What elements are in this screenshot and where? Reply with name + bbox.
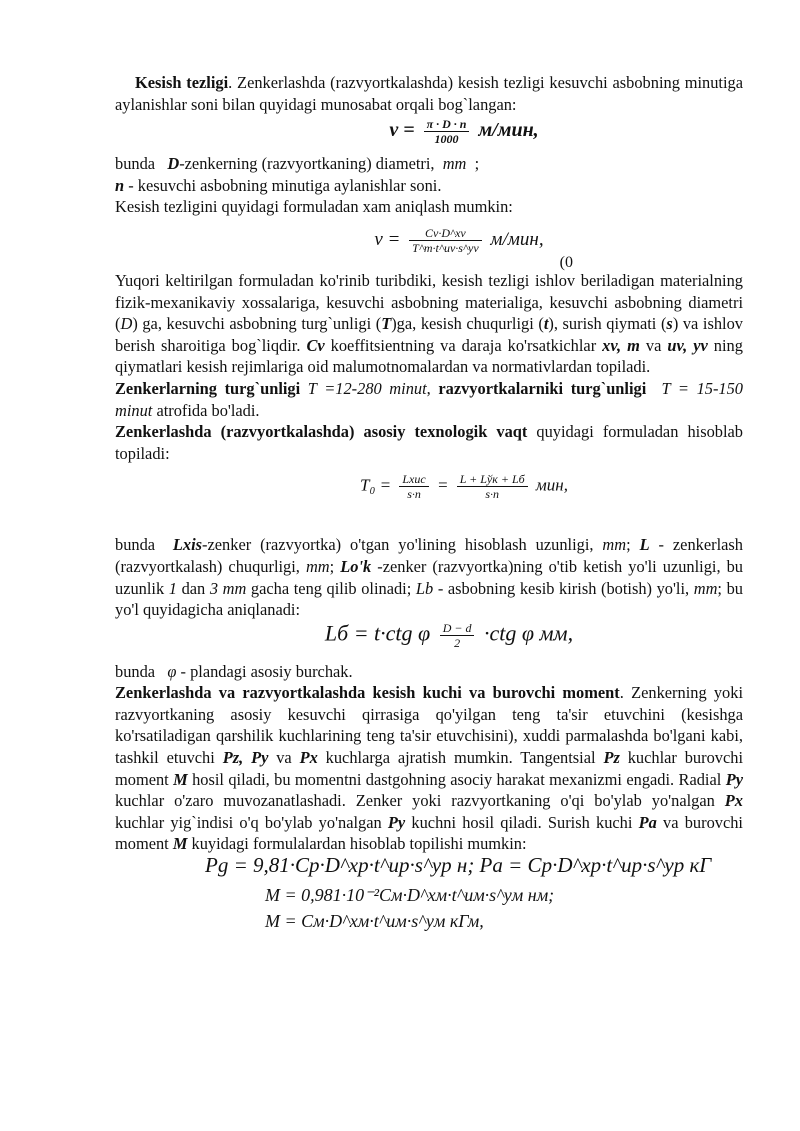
heading-forces: Zenkerlashda va razvyortkalashda kesish kuchi va burovchi moment [115, 683, 620, 703]
italic-fragment: T = 15-150 minut [115, 378, 744, 420]
text-fragment: koeffitsientning va daraja ko'rsatkichlar [324, 335, 597, 355]
bold-fragment: razvyortkalarniki turg`unligi [438, 378, 647, 398]
text-fragment: kuyidagi formulalardan hisoblab topilishi mumkin: [187, 834, 527, 854]
text-fragment: ; [329, 556, 335, 576]
fraction-numerator: π · D · n [424, 117, 470, 132]
text-fragment: kuchlar yig`indisi o'q bo'ylab yo'nalgan [115, 812, 382, 832]
text-fragment: gacha teng qilib olinadi; [246, 578, 412, 598]
text-fragment: dan [176, 578, 206, 598]
text-fragment: ; [626, 535, 631, 555]
symbol-s: s [666, 314, 673, 334]
paragraph-forces [115, 682, 743, 855]
formula-fraction [440, 621, 475, 650]
symbol-xv: xv, [602, 335, 622, 355]
symbol-pa: Pa [638, 812, 657, 832]
text-fragment: va burovchi moment [115, 812, 743, 854]
document-page [115, 72, 743, 937]
text-fragment: -zenker (razvyortka) o'tgan yo'lining hisoblash uzunligi, [202, 535, 594, 555]
symbol-d: D [120, 314, 133, 334]
formula-machining-time [185, 472, 743, 528]
value-one: 1 [168, 578, 177, 598]
text-fragment: quyidagi formuladan hisoblab topiladi: [115, 422, 743, 463]
formula-lhs: v = [389, 119, 415, 142]
unit-mm: mm [693, 578, 718, 598]
symbol-py: Py [725, 769, 743, 789]
symbol-cv: Cv [306, 335, 325, 355]
bold-fragment: Zenkerlashda (razvyortkalashda) asosiy texnologik vaqt [115, 422, 528, 442]
symbol-yv: yv [693, 335, 708, 355]
text-fragment: ; bu yo'l quyidagicha aniqlanadi: [115, 578, 743, 620]
symbol-uv: uv, [667, 335, 688, 355]
text-fragment: Kesish tezligini quyidagi formuladan xam aniqlash mumkin: [115, 197, 513, 217]
formula-moment-nm: M = 0,981·10⁻²Cм·D^xм·t^uм·s^yм нм; [265, 885, 555, 906]
text-fragment: -zenkerning (razvyortkaning) diametri, [179, 154, 435, 174]
text-fragment: kuchni hosil qiladi. Surish kuchi [405, 812, 633, 832]
text-fragment: , [426, 378, 431, 398]
italic-fragment: T =12-280 minut [307, 378, 427, 398]
symbol-px: Px [724, 791, 743, 811]
fraction-numerator: Lxис [399, 472, 428, 487]
text-fragment: . [619, 683, 624, 703]
symbol-py: Py [251, 748, 269, 768]
formula-moment-kgm: M = Cм·D^xм·t^uм·s^yм кГм, [265, 911, 484, 932]
paragraph-cutting-speed [115, 72, 743, 115]
paragraph-dependencies [115, 270, 743, 378]
formula-unit: ·ctg φ мм, [483, 620, 574, 646]
symbol-pz: Pz, [222, 748, 244, 768]
fraction-denominator: 2 [454, 635, 461, 650]
text-fragment: ning qiymatlari kesish rejimlariga oid malumotnomalardan va normativlardan topiladi. [115, 335, 743, 377]
formula-entry-length [155, 621, 743, 655]
symbol-t-big: T [381, 314, 392, 334]
text-fragment: - zenkerlash (razvyortkalash) chuqurligi, [115, 535, 743, 576]
paragraph-lengths [115, 534, 743, 620]
text-fragment: ; [474, 154, 480, 174]
fraction-numerator: D − d [440, 621, 475, 636]
fraction-numerator: L + Lўк + Lб [457, 472, 528, 487]
text-fragment: -zenker (razvyortka)ning o'tib ketish yo'li uzunligi, bu uzunlik [115, 556, 743, 598]
unit-mm: mm [442, 154, 467, 174]
text-fragment: Yuqori keltirilgan formuladan ko'rinib turibdiki, kesish tezligi ishlov beriladigan materialning fizik-mexanikaviy xossalariga, kesuvchi asbobning materialiga, kesuvchi asbobning diametri ( [115, 270, 743, 334]
unit-mm: mm [305, 556, 330, 576]
symbol-l: L [639, 535, 650, 555]
paragraph-n-def [115, 175, 743, 197]
symbol-n: n [115, 175, 125, 195]
symbol-m: m [627, 335, 640, 355]
formula-lhs: v = [374, 228, 401, 250]
symbol-pz: Pz [603, 748, 620, 768]
formula-unit: м/мин, [478, 119, 539, 142]
symbol-px: Px [299, 748, 318, 768]
text-fragment: atrofida bo'ladi. [152, 400, 260, 420]
formula-equals: = [436, 475, 449, 495]
symbol-d: D [167, 154, 180, 174]
value-three-mm: 3 mm [209, 578, 247, 598]
formula-fraction [457, 472, 528, 501]
text-fragment: va [645, 335, 662, 355]
formula-fraction [409, 226, 482, 255]
text-fragment: kuchlar o'zaro muvozanatlashadi. Zenker yoki razvyortkaning o'qi bo'ylab yo'nalgan [115, 791, 715, 811]
formula-speed-basic [185, 117, 743, 147]
symbol-phi: φ [167, 661, 177, 681]
text-fragment: ) ga, kesuvchi asbobning turg`unligi ( [132, 314, 382, 334]
text-fragment: Zenkerning yoki razvyortkaning asosiy kesuvchi qirrasiga qo'yilgan teng ta'sir etuvchini (kesishga ko'rsatiladigan qarshilik kuchlarining teng ta'sir etuvchisini), xuddi parmalashda bo'lgani kabi, tashkil etuvchi [115, 683, 744, 768]
formula-unit: мин, [535, 475, 568, 495]
text-bunda: bunda [115, 661, 156, 681]
formula-lhs: T₀ = [360, 475, 392, 495]
equation-number: (0 [559, 253, 573, 271]
text-bunda: bunda [115, 535, 156, 555]
text-fragment: kuchlarga ajratish mumkin. Tangentsial [317, 748, 596, 768]
symbol-py: Py [387, 812, 406, 832]
text-fragment: va [268, 748, 292, 768]
text-fragment: )ga, kesish chuqurligi ( [391, 314, 544, 334]
symbol-lxis: Lxis [172, 535, 203, 555]
text-fragment: - kesuvchi asbobning minutiga aylanishlar soni. [124, 175, 442, 195]
formula-lhs: Lб = t·ctg φ [324, 620, 431, 646]
heading-cutting-speed: Kesish tezligi [135, 73, 229, 92]
formula-unit: м/мин, [490, 228, 544, 250]
paragraph-alt-formula [115, 196, 743, 218]
formula-forces: Pg = 9,81·Cp·D^xp·t^up·s^yp н; Pa = Cp·D^xp·t^up·s^yp кГ [205, 853, 712, 878]
text-fragment: ) va ishlov berish sharoitiga bog`liqdir. [115, 314, 743, 355]
symbol-m: M [173, 769, 188, 789]
formula-fraction [424, 117, 470, 146]
paragraph-text: . Zenkerlashda (razvyortkalashda) kesish tezligi kesuvchi asbobning minutiga aylanishlar soni bilan quyidagi munosabat orqali bog`langan: [115, 73, 743, 114]
unit-mm: mm [602, 535, 627, 555]
symbol-m: M [172, 834, 188, 854]
paragraph-bunda-d [115, 153, 743, 175]
symbol-lb: Lb [415, 578, 434, 598]
fraction-denominator: s·n [485, 487, 500, 502]
text-fragment: hosil qiladi, bu momentni dastgohning asociy harakat mexanizmi engadi. Radial [187, 769, 726, 789]
paragraph-tool-life [115, 378, 743, 421]
fraction-denominator: 1000 [434, 132, 459, 147]
paragraph-machining-time [115, 421, 743, 464]
formula-speed-empirical [175, 226, 743, 270]
text-bunda: bunda [115, 154, 156, 174]
symbol-lok: Lo'k [340, 556, 372, 576]
fraction-denominator: T^m·t^uv·s^yv [412, 240, 479, 255]
text-fragment: - asbobning kesib kirish (botish) yo'li, [433, 578, 690, 598]
paragraph-phi [115, 661, 743, 683]
bold-fragment: Zenkerlarning turg`unligi [115, 378, 301, 398]
fraction-numerator: Cv·D^xv [409, 226, 482, 241]
text-fragment: kuchlar burovchi moment [115, 748, 743, 789]
fraction-denominator: s·n [407, 487, 421, 502]
symbol-t: t [543, 314, 549, 334]
text-fragment: - plandagi asosiy burchak. [176, 661, 353, 681]
formula-fraction [399, 472, 428, 501]
text-fragment: ), surish qiymati ( [548, 314, 667, 334]
